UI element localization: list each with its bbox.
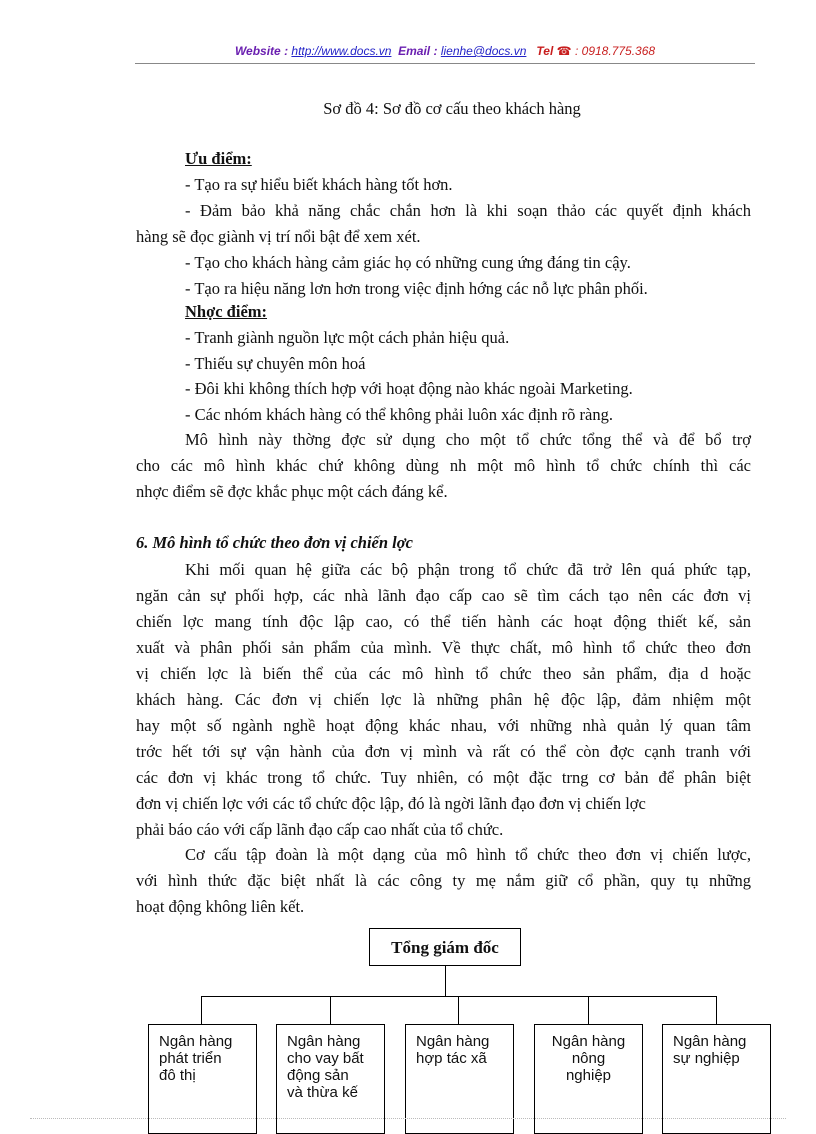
paragraph-line: phải báo cáo với cấp lãnh đạo cấp cao nhất của tổ chức. — [136, 820, 504, 839]
org-connector — [445, 966, 446, 996]
org-box-unit-line: sự nghiệp — [673, 1050, 740, 1067]
org-connector — [330, 996, 331, 1024]
website-label: Website — [234, 44, 281, 58]
org-box-unit-line: Ngân hàng — [416, 1033, 490, 1050]
email-label: Email — [398, 44, 431, 58]
summary-line: Mô hình này thờng đợc sử dụng cho một tổ chức tổng thể và để bổ trợ — [185, 430, 751, 449]
website-link[interactable]: http://www.docs.vn — [291, 44, 392, 58]
paragraph-line: với hình thức đặc biệt nhất là các công ty mẹ nắm giữ cổ phần, quy tụ những — [136, 871, 751, 890]
paragraph-line: chiến lợc mang tính độc lập cao, có thể tiến hành các hoạt động thiết kế, sản — [136, 612, 751, 631]
tel-value: 0918.775.368 — [581, 44, 656, 58]
org-connector — [588, 996, 589, 1024]
tel-label: Tel — [536, 44, 554, 58]
telephone-icon: ☎ — [556, 44, 572, 58]
org-box-unit-line: nghiệp — [565, 1067, 612, 1084]
org-box-unit-line: hợp tác xã — [416, 1050, 487, 1067]
org-box-unit-line: Ngân hàng — [551, 1033, 626, 1050]
summary-line: nhợc điểm sẽ đợc khắc phục một cách đáng kể. — [136, 482, 448, 501]
header-rule — [135, 63, 755, 64]
paragraph-line: khách hàng. Các đơn vị chiến lợc là những phân hệ độc lập, đảm nhiệm một — [136, 690, 751, 709]
footer-rule — [30, 1118, 786, 1119]
org-connector — [716, 996, 717, 1024]
org-box-unit-line: đô thị — [159, 1067, 196, 1084]
paragraph-line: trớc hết tới sự vận hành của đơn vị mình và rất có thể còn đợc cạnh tranh với — [136, 742, 751, 761]
org-connector — [458, 996, 459, 1024]
advantage-item: - Tạo ra hiệu năng lơn hơn trong việc định hớng các nỗ lực phân phối. — [185, 279, 648, 298]
org-box-unit-line: nông — [571, 1050, 606, 1067]
disadvantage-item: - Đôi khi không thích hợp với hoạt động nào khác ngoài Marketing. — [185, 379, 633, 398]
org-connector — [201, 996, 202, 1024]
paragraph-line: hoạt động không liên kết. — [136, 897, 305, 916]
paragraph-line: hay một số ngành nghề hoạt động khác nhau, với những nhà quản lý quan tâm — [136, 716, 751, 735]
org-box-unit-line: phát triển — [159, 1050, 222, 1067]
org-box-top — [369, 928, 521, 966]
email-link[interactable]: lienhe@docs.vn — [440, 44, 527, 58]
paragraph-line: đơn vị chiến lợc với các tổ chức độc lập, đó là ngời lãnh đạo đơn vị chiến lợc — [136, 794, 646, 813]
diagram-caption: Sơ đồ 4: Sơ đồ cơ cấu theo khách hàng — [323, 99, 581, 118]
org-connector — [201, 996, 717, 997]
paragraph-line: Khi mối quan hệ giữa các bộ phận trong tổ chức đã trở lên quá phức tạp, — [185, 560, 751, 579]
disadvantages-title: Nhợc điểm: — [185, 302, 268, 321]
paragraph-line: các đơn vị khác trong tổ chức. Tuy nhiên, có một đặc trng cơ bản để phân biệt — [136, 768, 751, 787]
paragraph-line: Cơ cấu tập đoàn là một dạng của mô hình tổ chức theo đơn vị chiến lược, — [185, 845, 751, 864]
advantage-item-continued: hàng sẽ đọc giành vị trí nổi bật để xem xét. — [136, 227, 421, 246]
section-heading: 6. Mô hình tổ chức theo đơn vị chiến lợc — [136, 533, 413, 552]
paragraph-line: xuất và phân phối sản phẩm của mình. Về thực chất, mô hình tổ chức theo đơn — [136, 638, 751, 657]
org-box-unit-line: và thừa kế — [287, 1084, 358, 1101]
summary-line: cho các mô hình khác chứ không dùng nh một mô hình tổ chức chính thì các — [136, 456, 751, 475]
org-box-unit-line: Ngân hàng — [287, 1033, 361, 1050]
org-box-unit-line: Ngân hàng — [159, 1033, 233, 1050]
disadvantage-item: - Tranh giành nguồn lực một cách phản hiệu quả. — [185, 328, 510, 347]
org-box-unit-line: Ngân hàng — [673, 1033, 747, 1050]
paragraph-line: vị chiến lợc là biến thể của các mô hình tổ chức theo sản phẩm, địa d hoặc — [136, 664, 751, 683]
org-box-unit-line: cho vay bất — [287, 1050, 364, 1067]
org-box-top-label: Tổng giám đốc — [391, 937, 499, 957]
disadvantage-item: - Thiếu sự chuyên môn hoá — [185, 354, 366, 373]
advantage-item: - Đảm bảo khả năng chắc chắn hơn là khi soạn thảo các quyết định khách — [185, 201, 751, 220]
advantage-item: - Tạo ra sự hiểu biết khách hàng tốt hơn. — [185, 175, 453, 194]
org-box-unit-line: động sản — [287, 1067, 349, 1084]
paragraph-line: ngăn cản sự phối hợp, các nhà lãnh đạo cấp cao sẽ tìm cách tạo nên các đơn vị — [136, 586, 751, 605]
advantage-item: - Tạo cho khách hàng cảm giác họ có những cung ứng đáng tin cậy. — [185, 253, 631, 272]
disadvantage-item: - Các nhóm khách hàng có thể không phải luôn xác định rõ ràng. — [185, 405, 613, 424]
page-header: Website : http://www.docs.vn Email : lienhe@docs.vn Tel ☎ : 0918.775.368 — [234, 44, 656, 58]
advantages-title: Ưu điểm: — [185, 149, 252, 168]
